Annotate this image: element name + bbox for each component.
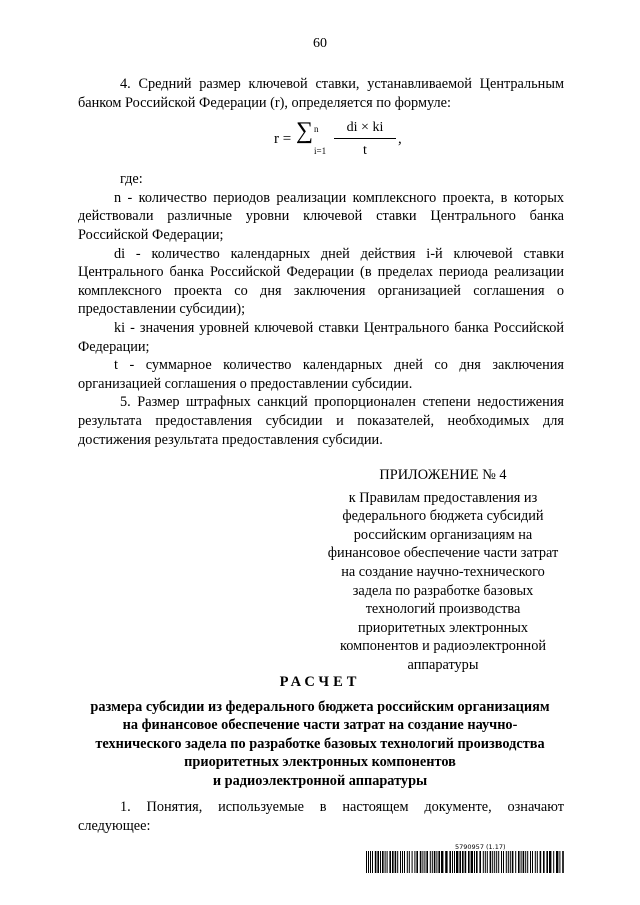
paragraph-item-1: 1. Понятия, используемые в настоящем документе, означают следующее: [78,799,564,834]
appendix-line: аппаратуры [407,656,479,673]
definition-n: n - количество периодов реализации комплексного проекта, в которых действовали различные уровни ключевой ставки Центрального банка Российской Федерации; [78,189,564,243]
appendix-line: финансовое обеспечение части затрат [327,545,559,562]
calculation-subtitle [70,698,570,790]
appendix-line: к Правилам предоставления из [348,489,538,506]
appendix-line: компонентов и радиоэлектронной [339,638,547,655]
appendix-header [318,466,568,675]
appendix-line: приоритетных электронных [357,619,529,636]
key-rate-formula [78,116,564,168]
formula-lhs: r = [274,131,292,148]
where-label: где: [120,171,143,188]
body-text [78,75,564,449]
appendix-line: задела по разработке базовых [352,582,534,599]
paragraph-item-4: 4. Средний размер ключевой ставки, устанавливаемой Центральным банком Российской Федерации (r), определяется по формуле: [78,76,564,111]
formula-trailing-comma: , [398,131,402,148]
subtitle-line: технического задела по разработке базовых технологий производства [95,735,545,752]
appendix-heading: ПРИЛОЖЕНИЕ № 4 [379,467,507,483]
appendix-line: технологий производства [365,601,521,618]
paragraph-item-5: 5. Размер штрафных санкций пропорционален степени недостижения результата предоставления субсидии и показателей, необходимых для достижения результата предоставления субсидии. [78,394,564,448]
closing-text [78,798,564,835]
formula-numerator: di × ki [346,120,384,136]
subtitle-line: на финансовое обеспечение части затрат на создание научно- [122,717,518,734]
subtitle-line: приоритетных электронных компонентов [184,754,456,771]
sum-sign: ∑ [296,118,314,145]
barcode [366,851,564,873]
sum-lower-limit: i=1 [314,146,327,157]
sum-upper-limit: n [314,124,319,135]
formula-denominator: t [363,143,367,159]
definition-ki: ki - значения уровней ключевой ставки Центрального банка Российской Федерации; [78,319,564,355]
appendix-line: российским организациям на [353,526,533,543]
subtitle-line: и радиоэлектронной аппаратуры [212,772,428,789]
calculation-title: РАСЧЕТ [279,674,361,690]
subtitle-line: размера субсидии из федерального бюджета российским организациям [90,699,550,715]
page-number: 60 [313,36,327,51]
appendix-line: на создание научно-технического [341,563,545,580]
document-code: 5790957 (1.17) [455,843,506,851]
fraction-bar [334,138,396,139]
appendix-line: федерального бюджета субсидий [342,508,544,525]
definition-di: di - количество календарных дней действия i-й ключевой ставки Центрального банка Российской Федерации (в пределах периода реализации комплексного проекта со дня заключения организацией соглашения о предоставлении субсидии); [78,245,564,318]
definition-t: t - суммарное количество календарных дней со дня заключения организацией соглашения о предоставлении субсидии. [78,357,564,392]
